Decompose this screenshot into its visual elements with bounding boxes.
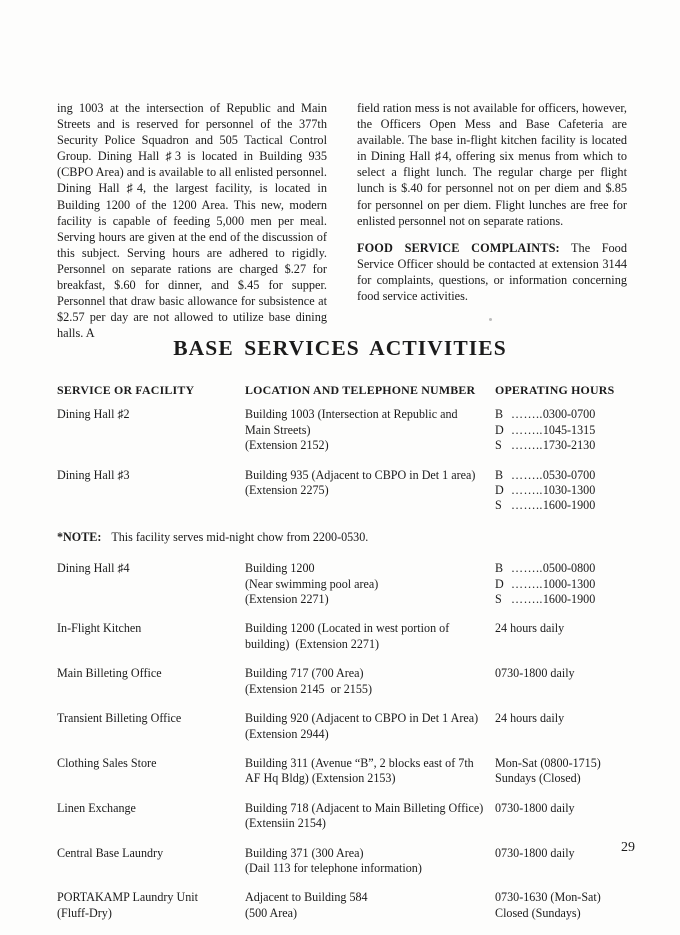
hours-value: 1000-1300 xyxy=(542,576,596,591)
cell-hours xyxy=(495,561,647,621)
cell-location xyxy=(245,756,495,801)
food-service-complaints-body: The Food Service Officer should be contacted at extension 3144 for complaints, questions, or information concerning food service activities. xyxy=(357,240,627,304)
table-body xyxy=(57,407,647,935)
service-line: Central Base Laundry xyxy=(57,845,164,860)
hours-meal-key: D xyxy=(495,483,504,498)
hours-line: 0730-1800 daily xyxy=(495,845,575,860)
cell-service xyxy=(57,846,245,891)
table-row xyxy=(57,561,647,621)
cell-service xyxy=(57,801,245,846)
cell-location xyxy=(245,801,495,846)
location-line: (Extension 2152) xyxy=(245,438,329,453)
hours-entry xyxy=(495,407,647,422)
hours-line: 0730-1800 daily xyxy=(495,800,575,815)
hours-meal-key: D xyxy=(495,576,504,591)
hours-leader: …….. xyxy=(511,576,543,591)
table-note-row xyxy=(57,528,647,561)
cell-location xyxy=(245,711,495,756)
cell-location xyxy=(245,468,495,528)
service-line: Transient Billeting Office xyxy=(57,711,182,726)
location-line: (Near swimming pool area) xyxy=(245,576,379,591)
services-table xyxy=(57,383,647,935)
hours-entry xyxy=(495,423,647,438)
cell-service xyxy=(57,621,245,666)
cell-hours xyxy=(495,756,647,801)
location-line: (Extension 2275) xyxy=(245,483,329,498)
location-line: Building 935 (Adjacent to CBPO in Det 1 area) xyxy=(245,467,476,482)
cell-hours xyxy=(495,801,647,846)
cell-hours xyxy=(495,621,647,666)
intro-left-column xyxy=(57,100,327,352)
hours-leader: …….. xyxy=(511,561,543,576)
column-header-service: SERVICE OR FACILITY xyxy=(57,383,195,397)
cell-location xyxy=(245,846,495,891)
service-line: Linen Exchange xyxy=(57,800,136,815)
note-label: *NOTE: xyxy=(57,529,102,544)
food-service-complaints-label: FOOD SERVICE COMPLAINTS: xyxy=(357,240,560,255)
hours-meal-key: D xyxy=(495,422,504,437)
location-line: (Extension 2271) xyxy=(245,592,329,607)
location-line: Building 717 (700 Area) xyxy=(245,666,364,681)
service-line: Dining Hall ♯4 xyxy=(57,561,130,576)
cell-location xyxy=(245,561,495,621)
service-line: Clothing Sales Store xyxy=(57,755,157,770)
location-line: Building 920 (Adjacent to CBPO in Det 1 Area) xyxy=(245,711,479,726)
location-line: Building 718 (Adjacent to Main Billeting Office) xyxy=(245,800,484,815)
hours-entry xyxy=(495,592,647,607)
table-row xyxy=(57,756,647,801)
hours-entry xyxy=(495,468,647,483)
hours-entry xyxy=(495,498,647,513)
hours-value: 0500-0800 xyxy=(542,561,596,576)
intro-columns xyxy=(57,100,627,352)
hours-entry xyxy=(495,561,647,576)
table-row xyxy=(57,711,647,756)
hours-line: 0730-1800 daily xyxy=(495,666,575,681)
hours-line: 0730-1630 (Mon-Sat) xyxy=(495,890,601,905)
service-line: PORTAKAMP Laundry Unit xyxy=(57,890,198,905)
hours-meal-key: B xyxy=(495,467,504,482)
hours-line: Sundays (Closed) xyxy=(495,771,581,786)
service-line: Dining Hall ♯3 xyxy=(57,467,130,482)
food-service-complaints-paragraph xyxy=(357,240,627,304)
table-row xyxy=(57,890,647,935)
location-line: Building 311 (Avenue “B”, 2 blocks east of 7th xyxy=(245,755,474,770)
location-line: Building 371 (300 Area) xyxy=(245,845,364,860)
hours-meal-key: B xyxy=(495,407,504,422)
hours-value: 1045-1315 xyxy=(542,422,596,437)
table-row xyxy=(57,468,647,528)
location-line: (Dail 113 for telephone information) xyxy=(245,860,422,875)
cell-service xyxy=(57,666,245,711)
hours-value: 1600-1900 xyxy=(542,498,596,513)
hours-line: Mon-Sat (0800-1715) xyxy=(495,755,601,770)
hours-meal-key: S xyxy=(495,498,502,513)
table-head xyxy=(57,383,647,407)
cell-hours xyxy=(495,468,647,528)
cell-service xyxy=(57,756,245,801)
hours-entry xyxy=(495,577,647,592)
cell-hours xyxy=(495,666,647,711)
service-line: Main Billeting Office xyxy=(57,666,162,681)
hours-meal-key: S xyxy=(495,438,502,453)
location-line: (Extensiin 2154) xyxy=(245,816,326,831)
hours-entry xyxy=(495,438,647,453)
service-line: (Fluff-Dry) xyxy=(57,905,112,920)
hours-line: Closed (Sundays) xyxy=(495,905,581,920)
hours-entry xyxy=(495,483,647,498)
table-row xyxy=(57,801,647,846)
location-line: building) (Extension 2271) xyxy=(245,636,380,651)
intro-right-paragraph: field ration mess is not available for officers, however, the Officers Open Mess and Base Cafeteria are available. The base in-flight kitchen facility is located in Dining Hall ♯4, offering six menus from which to select a flight lunch. The regular charge per flight lunch is $.40 for personnel not on per diem and $.85 for personnel on per diem. Flight lunches are free for enlisted personnel not on separate rations. xyxy=(357,101,627,228)
intro-right-column xyxy=(357,100,627,352)
note-text: This facility serves mid-night chow from 2200-0530. xyxy=(111,529,369,544)
note-cell xyxy=(57,528,647,561)
location-line: Building 1200 xyxy=(245,561,315,576)
hours-leader: …….. xyxy=(511,422,543,437)
cell-service xyxy=(57,890,245,935)
cell-hours xyxy=(495,890,647,935)
cell-location xyxy=(245,890,495,935)
hours-leader: …….. xyxy=(511,438,543,453)
hours-line: 24 hours daily xyxy=(495,621,565,636)
cell-service xyxy=(57,468,245,528)
hours-leader: …….. xyxy=(511,592,543,607)
hours-meal-key: B xyxy=(495,561,504,576)
location-line: (Extension 2145 or 2155) xyxy=(245,681,372,696)
cell-location xyxy=(245,621,495,666)
cell-location xyxy=(245,666,495,711)
hours-meal-key: S xyxy=(495,592,502,607)
hours-line: 24 hours daily xyxy=(495,711,565,726)
column-header-location: LOCATION AND TELEPHONE NUMBER xyxy=(245,383,476,397)
table-row xyxy=(57,407,647,467)
cell-hours xyxy=(495,407,647,467)
table-row xyxy=(57,621,647,666)
hours-leader: …….. xyxy=(511,467,543,482)
column-header-hours: OPERATING HOURS xyxy=(495,383,615,397)
hours-value: 1730-2130 xyxy=(542,438,596,453)
location-line: Main Streets) xyxy=(245,422,311,437)
cell-hours xyxy=(495,711,647,756)
hours-value: 1030-1300 xyxy=(542,483,596,498)
cell-location xyxy=(245,407,495,467)
intro-left-paragraph: ing 1003 at the intersection of Republic and Main Streets and is reserved for personnel of the 377th Security Police Squadron and 505 Tactical Control Group. Dining Hall ♯3 is located in Building 935 (CBPO Area) and is available to all enlisted personnel. Dining Hall ♯4, the largest facility, is located in Building 1200 of the 1200 Area. This new, modern facility is capable of feeding 5,000 men per meal. Serving hours are given at the end of the discussion of this subject. Serving hours are adhered to rigidly. Personnel on separate rations are charged $.27 for breakfast, $.60 for dinner, and $.45 for supper. Personnel that draw basic allowance for subsistence at $2.57 per day are not allowed to utilize base dining halls. A xyxy=(57,101,327,341)
table-row xyxy=(57,846,647,891)
table-header-row xyxy=(57,383,647,407)
location-line: AF Hq Bldg) (Extension 2153) xyxy=(245,771,396,786)
location-line: (500 Area) xyxy=(245,905,298,920)
location-line: Building 1200 (Located in west portion of xyxy=(245,621,450,636)
cell-service xyxy=(57,407,245,467)
base-services-table xyxy=(57,383,647,935)
service-line: In-Flight Kitchen xyxy=(57,621,142,636)
cell-service xyxy=(57,711,245,756)
hours-value: 1600-1900 xyxy=(542,592,596,607)
location-line: Building 1003 (Intersection at Republic and xyxy=(245,407,458,422)
hours-value: 0300-0700 xyxy=(542,407,596,422)
page-number: 29 xyxy=(621,840,635,855)
hours-leader: …….. xyxy=(511,498,543,513)
hours-leader: …….. xyxy=(511,483,543,498)
hours-leader: …….. xyxy=(511,407,543,422)
location-line: (Extension 2944) xyxy=(245,726,329,741)
page-title: BASE SERVICES ACTIVITIES xyxy=(173,336,507,360)
table-row xyxy=(57,666,647,711)
cell-service xyxy=(57,561,245,621)
location-line: Adjacent to Building 584 xyxy=(245,890,368,905)
service-line: Dining Hall ♯2 xyxy=(57,407,130,422)
hours-value: 0530-0700 xyxy=(542,467,596,482)
